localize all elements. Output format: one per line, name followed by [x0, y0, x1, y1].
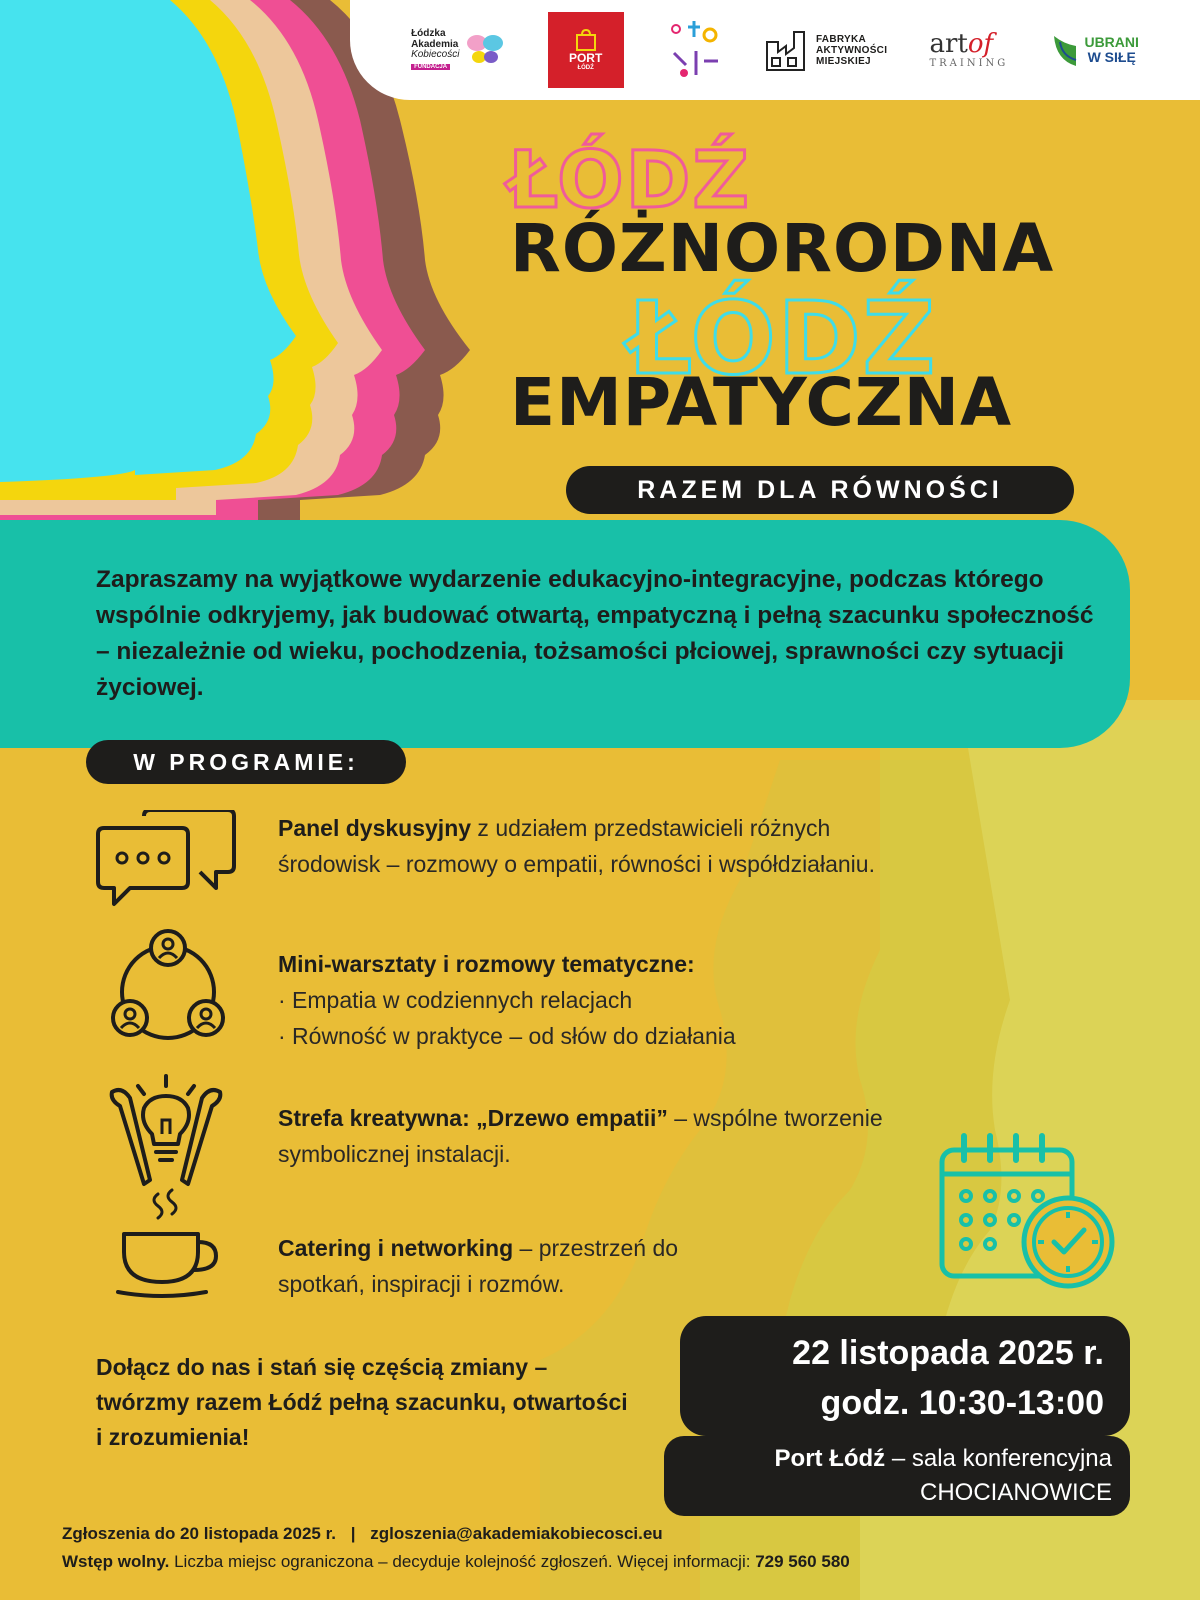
- port-logo-subtext: ŁÓDŹ: [577, 65, 594, 71]
- fam-logo-line: FABRYKA: [815, 33, 867, 45]
- title-line-1: RÓŻNORODNA: [510, 210, 1055, 287]
- program-item-bullet: · Empatia w codziennych relacjach: [278, 987, 633, 1013]
- event-time: godz. 10:30-13:00: [820, 1384, 1104, 1422]
- ubrani-logo-line: W SIŁĘ: [1087, 49, 1136, 65]
- venue-name: Port Łódź: [774, 1445, 886, 1472]
- fam-logo-line: MIEJSKIEJ: [815, 55, 871, 67]
- artof-logo-of: of: [967, 29, 994, 59]
- registration-deadline: Zgłoszenia do 20 listopada 2025 r.: [62, 1524, 336, 1543]
- footer-info-line: [62, 1552, 850, 1572]
- intro-text: Zapraszamy na wyjątkowe wydarzenie edukacyjno-integracyjne, podczas którego wspólnie odkryjemy, jak budować otwartą, empatyczną i pełną szacunku społeczność – niezależnie od wieku, pochodzenia, tożsamości płciowej, sprawności czy sytuacji życiowej.: [96, 566, 1094, 701]
- akademia-logo-line: Kobiecości: [411, 49, 460, 60]
- wing-icon: [1050, 30, 1078, 70]
- akademia-logo-line: Łódzka: [411, 28, 446, 39]
- entry-free-label: Wstęp wolny.: [62, 1552, 170, 1571]
- program-item-catering: [278, 1230, 768, 1302]
- venue-room: – sala konferencyjna: [885, 1445, 1112, 1472]
- port-lodz-logo: [548, 12, 624, 88]
- program-item-panel: [278, 810, 898, 882]
- call-to-action-text: Dołącz do nas i stań się częścią zmiany – twórzmy razem Łódź pełną szacunku, otwartości i zrozumienia!: [96, 1354, 628, 1450]
- akademia-logo: [411, 29, 505, 71]
- shopping-bag-icon: [574, 29, 598, 51]
- lightbulb-brushes-icon: [106, 1072, 226, 1192]
- outline-word-pink: ŁÓDŹ: [508, 136, 751, 226]
- title-line-2: EMPATYCZNA: [510, 364, 1013, 441]
- program-item-text: – przestrzeń do spotkań, inspiracji i rozmów.: [278, 1235, 679, 1297]
- ubrani-w-sile-logo: [1050, 30, 1138, 70]
- akademia-logo-badge: FUNDACJA: [411, 64, 450, 70]
- port-logo-text: PORT: [568, 51, 603, 65]
- artof-logo-subtext: TRAINING: [929, 58, 1009, 69]
- calendar-clock-icon: [938, 1130, 1118, 1290]
- footer-separator: |: [350, 1524, 356, 1543]
- program-item-workshops: [278, 946, 898, 1054]
- fam-logo: [764, 28, 887, 72]
- program-item-bullet: · Równość w praktyce – od słów do działania: [278, 1023, 736, 1049]
- subtitle-pill: RAZEM DLA RÓWNOŚCI: [566, 466, 1074, 514]
- entry-info-text: Liczba miejsc ograniczona – decyduje kolejność zgłoszeń. Więcej informacji:: [169, 1552, 756, 1571]
- coffee-cup-icon: [116, 1186, 226, 1306]
- event-venue-box: [664, 1436, 1130, 1516]
- artof-logo-word: art: [929, 29, 968, 59]
- venue-hall: CHOCIANOWICE: [920, 1479, 1112, 1506]
- program-item-title: Strefa kreatywna: „Drzewo empatii”: [278, 1105, 668, 1131]
- factory-icon: [764, 28, 810, 72]
- contact-phone[interactable]: 729 560 580: [755, 1552, 850, 1571]
- program-item-title: Catering i networking: [278, 1235, 514, 1261]
- program-item-text: – wspólne tworzenie symbolicznej instalacji.: [278, 1105, 883, 1167]
- partner-logos-bar: [350, 0, 1200, 100]
- outline-word-cyan: ŁÓDŹ: [628, 280, 938, 397]
- chat-bubbles-icon: [94, 810, 244, 910]
- program-item-title: Mini-warsztaty i rozmowy tematyczne:: [278, 951, 695, 977]
- ubrani-logo-line: UBRANI: [1084, 33, 1139, 50]
- contact-email-link[interactable]: zgloszenia@akademiakobiecosci.eu: [370, 1524, 663, 1543]
- program-heading: W PROGRAMIE:: [86, 740, 406, 784]
- program-item-title: Panel dyskusyjny: [278, 815, 472, 841]
- art-of-training-logo: [929, 31, 1008, 69]
- footer-registration-line: [62, 1524, 663, 1544]
- people-circle-icon: [108, 928, 228, 1048]
- akademia-logo-line: Akademia: [411, 38, 459, 50]
- program-item-text: z udziałem przedstawicieli różnych środowisk – rozmowy o empatii, równości i współdziałaniu.: [278, 815, 875, 877]
- lodz-city-logo: [666, 17, 722, 83]
- program-item-creative: [278, 1100, 898, 1172]
- fam-logo-line: AKTYWNOŚCI: [815, 44, 888, 56]
- event-date-box: [680, 1316, 1130, 1436]
- event-date: 22 listopada 2025 r.: [792, 1334, 1104, 1372]
- butterfly-icon: [465, 33, 505, 67]
